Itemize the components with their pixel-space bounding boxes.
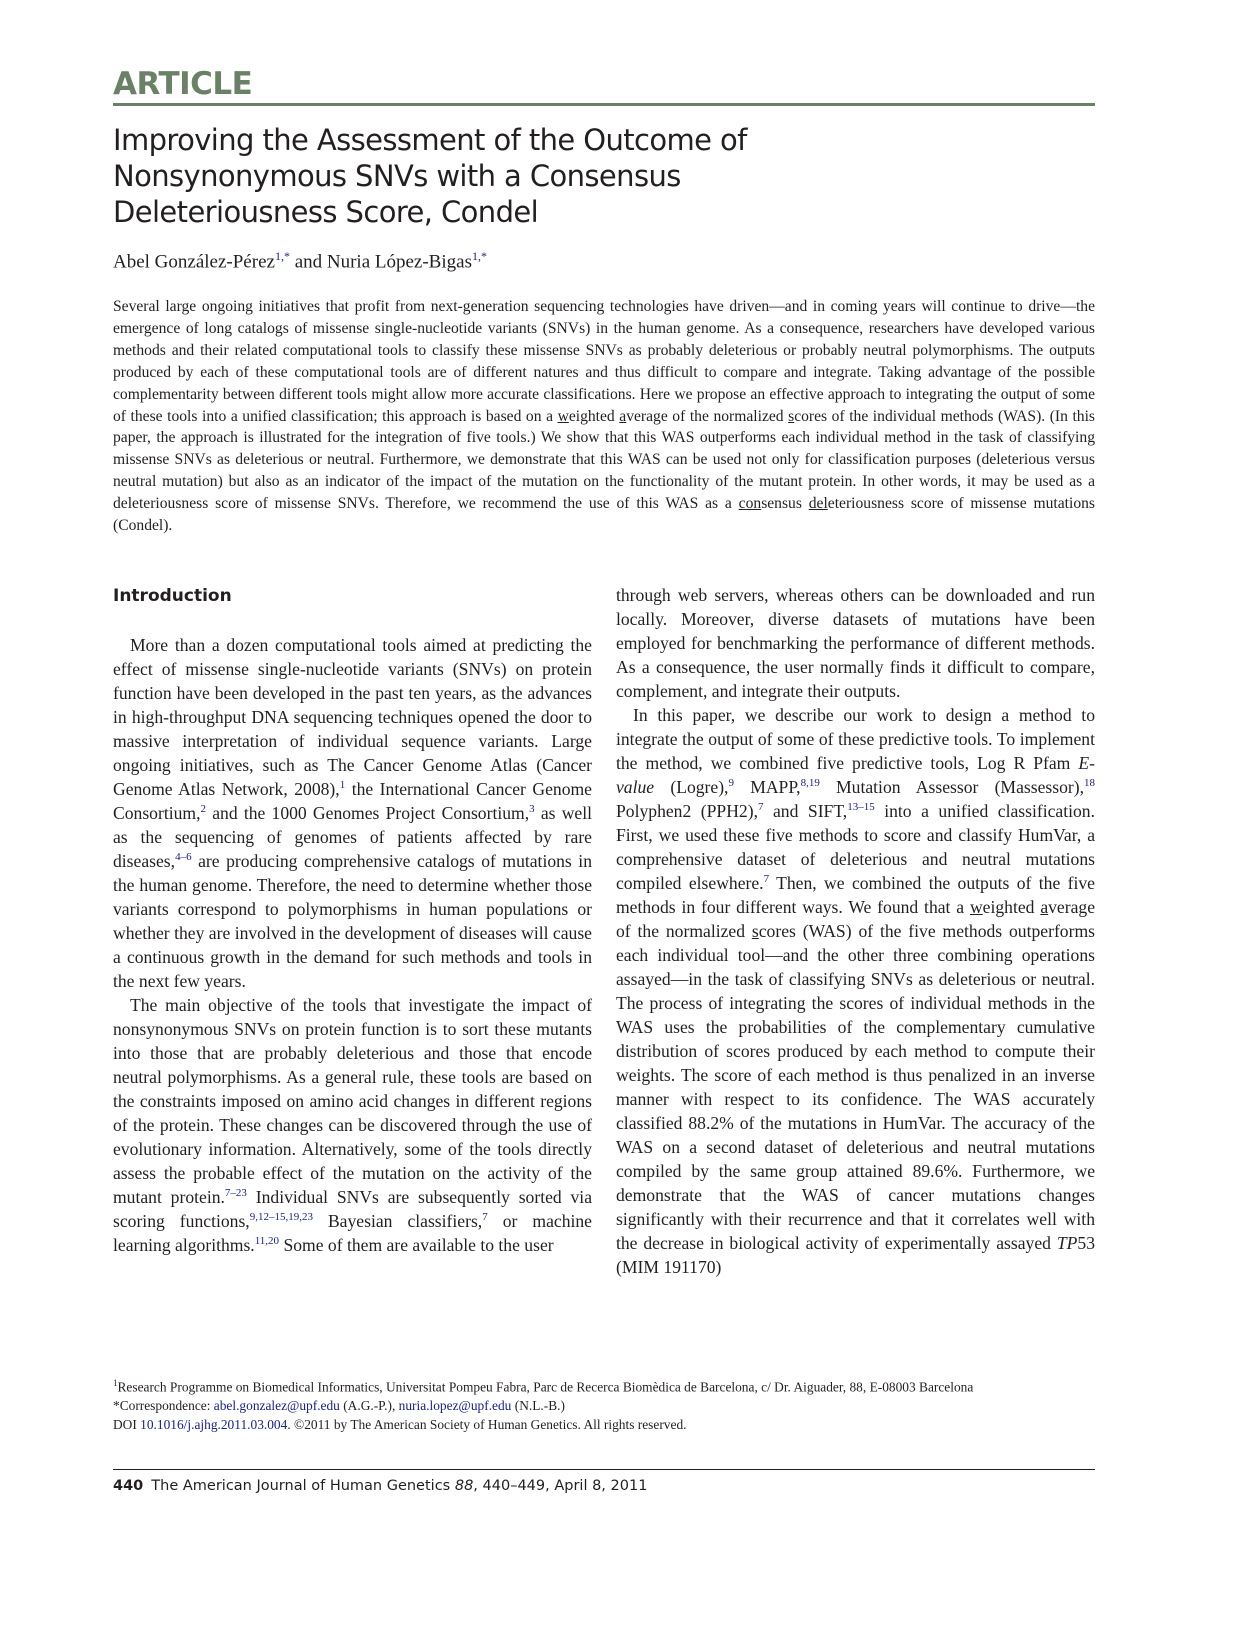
text-run: through web servers, whereas others can be downloaded and run locally. Moreover, diverse datasets of mutations have been employed for benchmarking the performance of different methods. As a consequence, the user normally finds it difficult to compare, complement, and integrate their outputs. bbox=[616, 585, 1095, 701]
doi-label: DOI bbox=[113, 1417, 141, 1433]
citation-reference[interactable]: 8,19 bbox=[800, 777, 820, 790]
underlined-text: w bbox=[557, 407, 569, 425]
copyright-text: . ©2011 by The American Society of Human Genetics. All rights reserved. bbox=[287, 1417, 687, 1433]
doi-note bbox=[113, 1415, 1103, 1434]
text-run: as well as the sequencing of genomes of patients affected by rare diseases, bbox=[113, 803, 592, 871]
text-run: Mutation Assessor (Massessor), bbox=[819, 777, 1084, 797]
text-run: Some of them are available to the user bbox=[279, 1235, 554, 1255]
author-list bbox=[113, 249, 487, 273]
underlined-text: del bbox=[808, 495, 828, 513]
text-run: eighted bbox=[982, 897, 1041, 917]
body-column-right bbox=[616, 583, 1095, 1279]
affiliation-mark: 1 bbox=[113, 1378, 118, 1388]
citation-reference[interactable]: 7 bbox=[757, 801, 764, 814]
doi-link[interactable]: 10.1016/j.ajhg.2011.03.004 bbox=[140, 1417, 288, 1433]
paragraph bbox=[113, 633, 592, 993]
text-run: The main objective of the tools that investigate the impact of nonsynonymous SNVs on protein function is to sort these mutants into those that are probably deleterious and those that encode neutral polymorphisms. As a general rule, these tools are based on the constraints imposed on amino acid changes in different regions of the protein. These changes can be discovered through the use of evolutionary information. Alternatively, some of the tools directly assess the probable effect of the mutation on the activity of the mutant protein. bbox=[113, 995, 592, 1207]
footer-rule bbox=[113, 1469, 1095, 1470]
text-run: Several large ongoing initiatives that profit from next-generation sequencing technologies have driven—and in coming years will continue to drive—the emergence of long catalogs of missense single-nucleotide variants (SNVs) in the human genome. As a consequence, researchers have developed various methods and their related computational tools to classify these missense SNVs as probably deleterious or probably neutral polymorphisms. The outputs produced by each of these computational tools are of different natures and thus difficult to compare and integrate. Taking advantage of the possible complementarity between different tools might allow more accurate classifications. Here we propose an effective approach to integrating the output of some of these tools into a unified classification; this approach is based on a bbox=[113, 298, 1095, 425]
body-column-left bbox=[113, 583, 592, 1257]
citation-reference[interactable]: 18 bbox=[1084, 777, 1095, 790]
underlined-text: w bbox=[969, 897, 983, 917]
author-affiliation-mark: 1,* bbox=[274, 249, 290, 263]
text-run: More than a dozen computational tools aimed at predicting the effect of missense single-nucleotide variants (SNVs) on protein function have been developed in the past ten years, as the advances in high-throughput DNA sequencing techniques opened the door to massive interpretation of individual sequence variants. Large ongoing initiatives, such as The Cancer Genome Atlas (Cancer Genome Atlas Network, 2008), bbox=[113, 635, 592, 799]
text-run: are producing comprehensive catalogs of mutations in the human genome. Therefore, the need to determine whether those variants correspond to polymorphisms in human populations or whether they are involved in the development of diseases will cause a continuous growth in the demand for such methods and tools in the next few years. bbox=[113, 851, 592, 991]
text-run: sensus bbox=[761, 495, 809, 513]
text-run: into a unified classification. First, we used these five methods to score and classify HumVar, a comprehensive dataset of deleterious and neutral mutations compiled elsewhere. bbox=[616, 801, 1095, 893]
text-run: 53 (MIM 191170) bbox=[616, 1233, 1095, 1277]
citation-reference[interactable]: 3 bbox=[529, 803, 535, 816]
text-run: eighted bbox=[568, 407, 620, 425]
citation-reference[interactable]: 9 bbox=[728, 777, 734, 790]
text-run: the International Cancer Genome Consortium, bbox=[113, 779, 592, 823]
page-number: 440 bbox=[113, 1478, 144, 1494]
author-affiliation-mark: 1,* bbox=[471, 249, 487, 263]
text-run: Bayesian classifiers, bbox=[312, 1211, 483, 1231]
email-link[interactable]: abel.gonzalez@upf.edu bbox=[213, 1398, 340, 1414]
text-run: eteriousness score of missense mutations (Condel). bbox=[113, 495, 1095, 535]
paragraph bbox=[113, 993, 592, 1257]
text-run: cores of the individual methods (WAS). (In this paper, the approach is illustrated for the integration of five tools.) We show that this WAS outperforms each individual method in the task of classifying missense SNVs as deleterious or neutral. Furthermore, we demonstrate that this WAS can be used not only for classification purposes (deleterious versus neutral mutation) but also as an indicator of the impact of the mutation on the functionality of the mutant protein. In other words, it may be used as a deleteriousness score of missense SNVs. Therefore, we recommend the use of this WAS as a bbox=[113, 407, 1096, 513]
underlined-text: s bbox=[751, 921, 759, 941]
italic-text: TP bbox=[1056, 1233, 1078, 1253]
underlined-text: s bbox=[788, 407, 795, 425]
journal-volume: 88 bbox=[454, 1478, 474, 1494]
text-run: verage of the normalized bbox=[626, 407, 789, 425]
text-run: Polyphen2 (PPH2), bbox=[616, 801, 758, 821]
text-run: or machine learning algorithms. bbox=[113, 1211, 592, 1255]
email-initials: (A.G.-P.), bbox=[339, 1398, 399, 1414]
article-type-label: ARTICLE bbox=[113, 66, 253, 102]
text-run: and the 1000 Genomes Project Consortium, bbox=[206, 803, 530, 823]
correspondence-label: *Correspondence: bbox=[113, 1398, 214, 1414]
affiliation-note bbox=[113, 1374, 1103, 1396]
citation-reference[interactable]: 7 bbox=[482, 1211, 488, 1224]
text-run: Then, we combined the outputs of the five methods in four different ways. We found that a bbox=[616, 873, 1095, 917]
paragraph bbox=[616, 703, 1095, 1279]
underlined-text: a bbox=[1040, 897, 1049, 917]
text-run: Individual SNVs are subsequently sorted via scoring functions, bbox=[113, 1187, 592, 1231]
citation-reference[interactable]: 2 bbox=[200, 803, 206, 816]
page-footer bbox=[113, 1478, 647, 1494]
text-run: MAPP, bbox=[733, 777, 801, 797]
citation-reference[interactable]: 13–15 bbox=[847, 801, 875, 814]
citation-reference[interactable]: 11,20 bbox=[254, 1235, 280, 1248]
citation-reference[interactable]: 9,12–15,19,23 bbox=[249, 1211, 313, 1224]
paper-title: Improving the Assessment of the Outcome of Nonsynonymous SNVs with a Consensus Deleteriousness Score, Condel bbox=[113, 123, 747, 229]
underlined-text: a bbox=[619, 407, 627, 425]
text-run: verage of the normalized bbox=[616, 897, 1096, 941]
email-initials: (N.L.-B.) bbox=[511, 1398, 565, 1414]
italic-text: E-value bbox=[616, 753, 1095, 797]
text-run: (Logre), bbox=[654, 777, 729, 797]
text-run: and SIFT, bbox=[763, 801, 848, 821]
author-separator: and bbox=[289, 251, 327, 273]
text-run: cores (WAS) of the five methods outperforms each individual tool—and the other three combining operations assayed—in the task of classifying SNVs as deleterious or neutral. The process of integrating the scores of individual methods in the WAS uses the probabilities of the complementary cumulative distribution of scores produced by each method to compute their weights. The score of each method is thus penalized in an inverse manner with respect to its confidence. The WAS accurately classified 88.2% of the mutations in HumVar. The accuracy of the WAS on a second dataset of deleterious and neutral mutations compiled by the same group attained 89.6%. Furthermore, we demonstrate that the WAS of cancer mutations changes significantly with their recurrence and that it correlates well with the decrease in biological activity of experimentally assayed bbox=[616, 921, 1095, 1253]
citation-reference[interactable]: 7–23 bbox=[224, 1187, 247, 1200]
footnotes bbox=[113, 1374, 1103, 1434]
abstract bbox=[113, 296, 1095, 537]
citation-reference[interactable]: 1 bbox=[339, 779, 346, 792]
citation-reference[interactable]: 4–6 bbox=[175, 851, 192, 864]
text-run: In this paper, we describe our work to design a method to integrate the output of some of these predictive tools. To implement the method, we combined five predictive tools, Log R Pfam bbox=[616, 705, 1095, 773]
journal-name: The American Journal of Human Genetics bbox=[151, 1478, 455, 1494]
email-link[interactable]: nuria.lopez@upf.edu bbox=[398, 1398, 512, 1414]
correspondence-note bbox=[113, 1396, 1103, 1415]
citation-reference[interactable]: 7 bbox=[763, 873, 770, 886]
header-rule bbox=[113, 103, 1095, 106]
paragraph bbox=[616, 583, 1095, 703]
affiliation-text: Research Programme on Biomedical Informatics, Universitat Pompeu Fabra, Parc de Recerca Biomèdica de Barcelona, c/ Dr. Aiguader, 88, E-08003 Barcelona bbox=[117, 1379, 974, 1395]
section-heading-introduction: Introduction bbox=[113, 586, 232, 606]
journal-pages-date: , 440–449, April 8, 2011 bbox=[473, 1478, 648, 1494]
underlined-text: con bbox=[738, 495, 762, 513]
author-name: Abel González-Pérez bbox=[113, 251, 275, 273]
author-name: Nuria López-Bigas bbox=[326, 251, 472, 273]
